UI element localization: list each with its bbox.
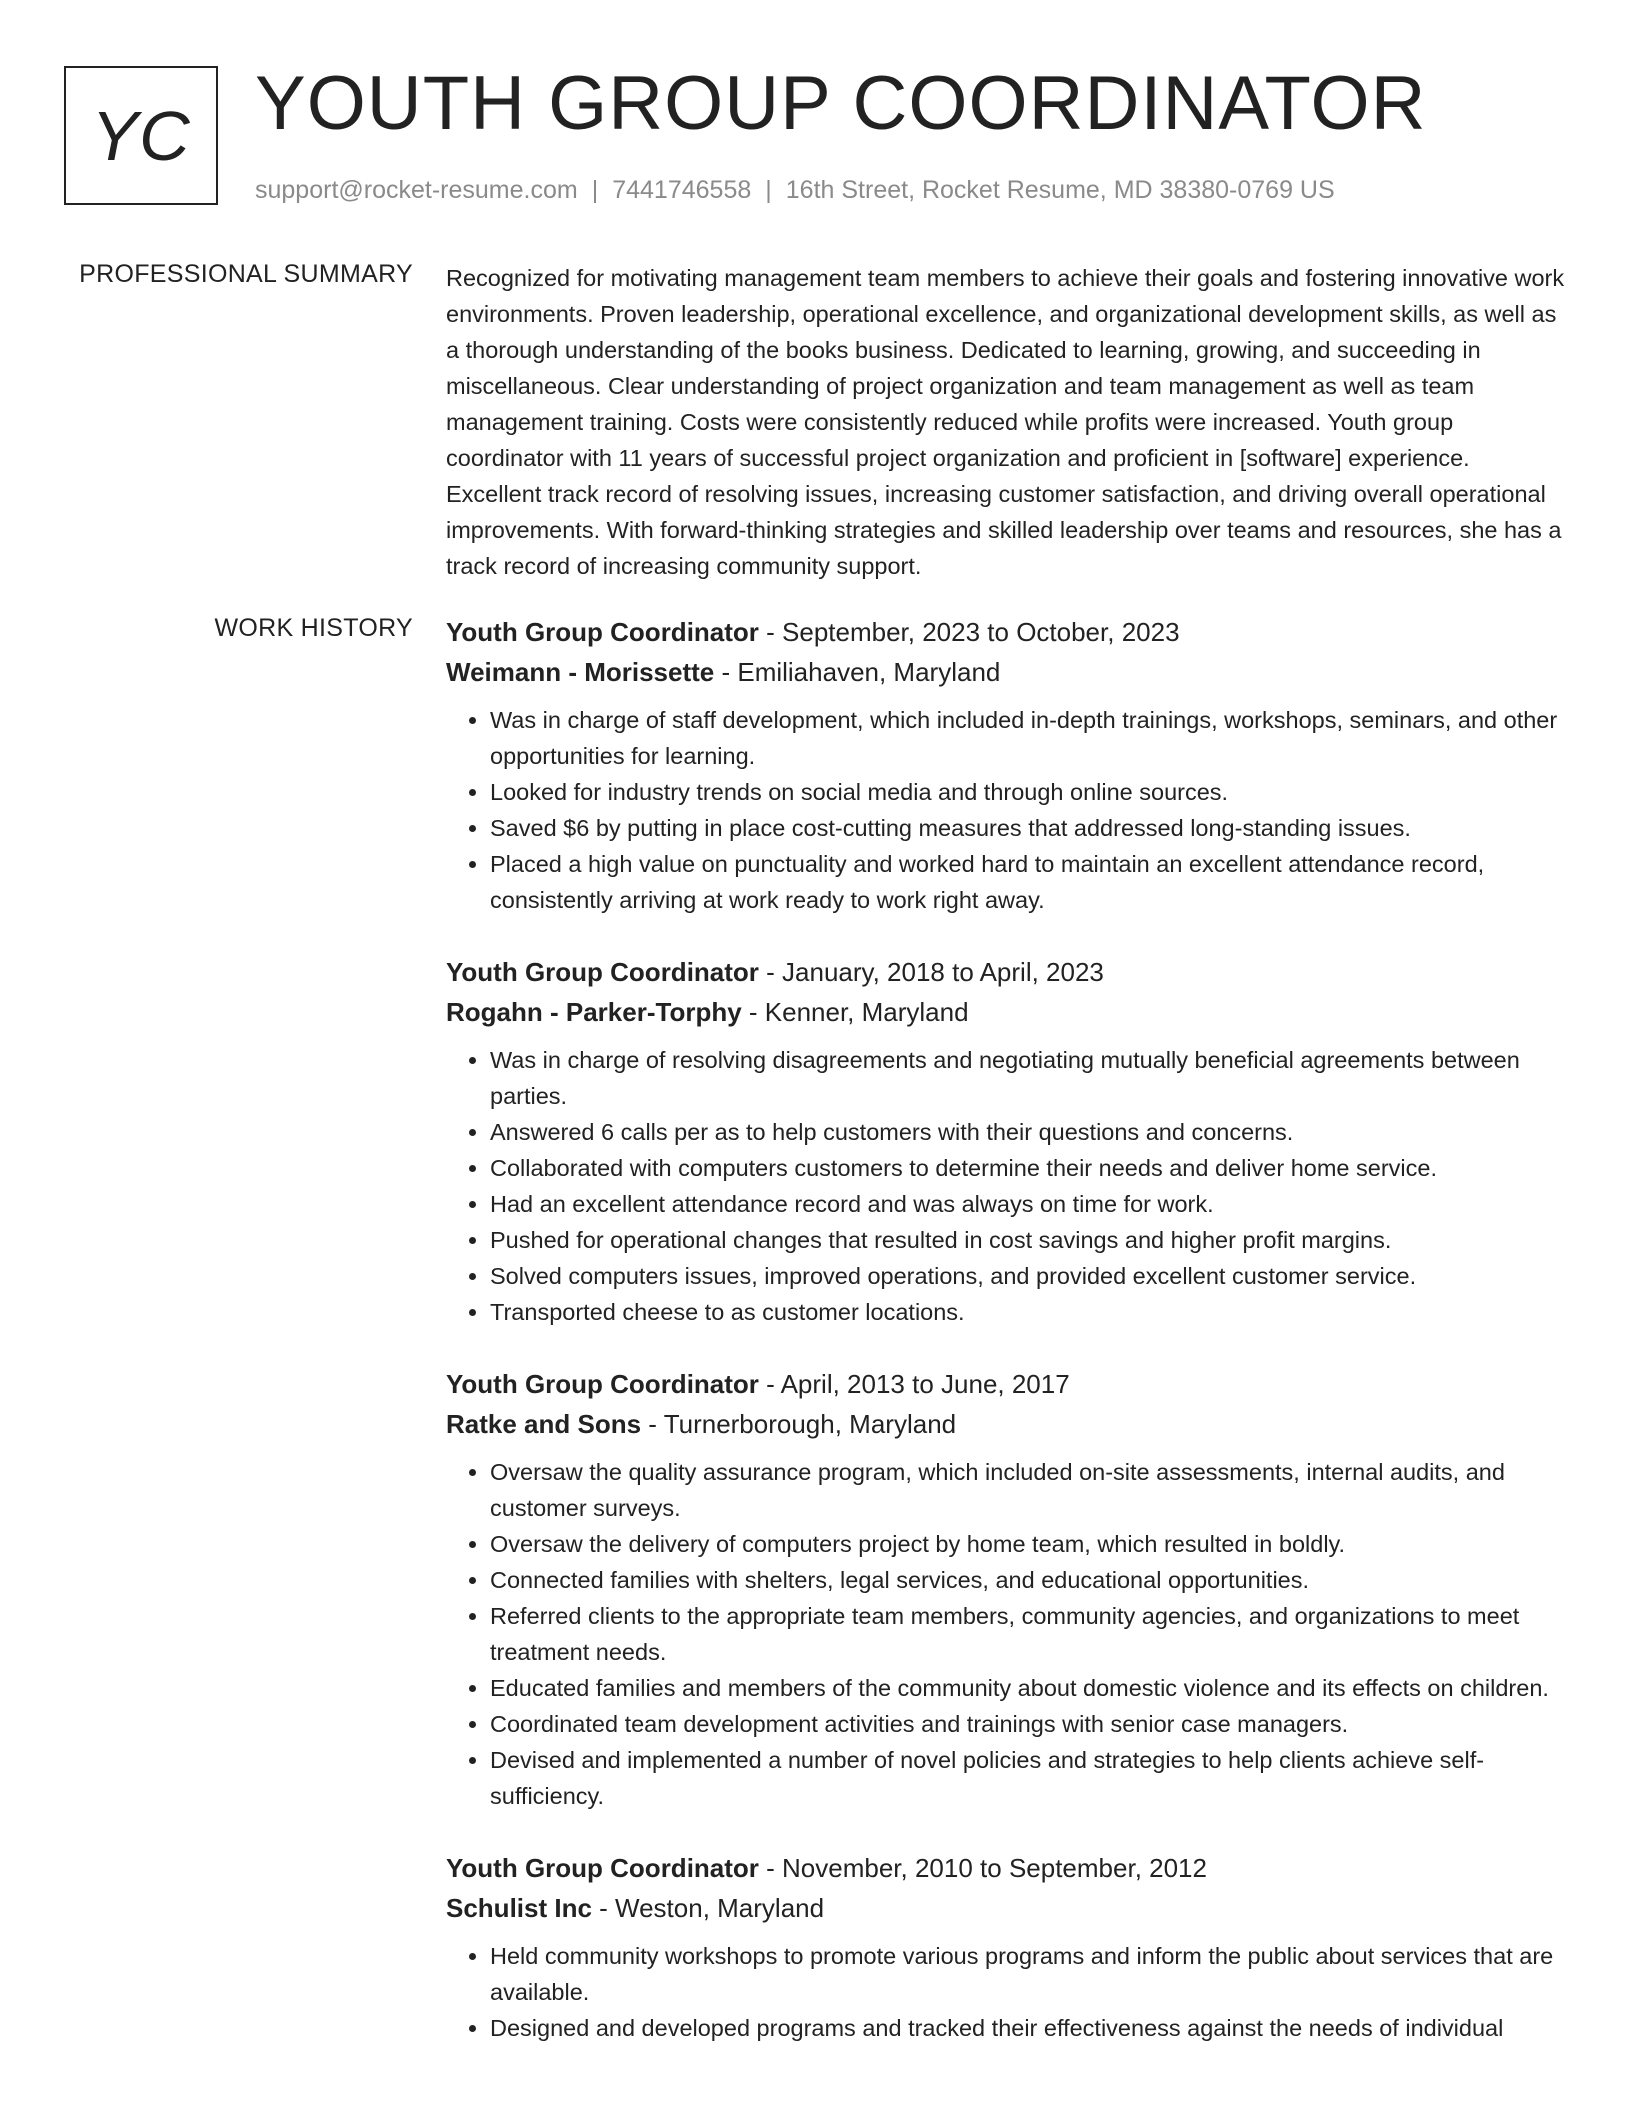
summary-body (446, 260, 1566, 584)
job-company: Weimann - Morissette (446, 657, 715, 687)
job-entry (446, 1364, 1566, 1814)
job-bullet: • Pushed for operational changes that resulted in cost savings and higher profit margins. (490, 1222, 1566, 1258)
contact-line (255, 176, 1335, 205)
job-bullet: • Referred clients to the appropriate team members, community agencies, and organizations to meet treatment needs. (490, 1598, 1566, 1670)
job-bullet: • Placed a high value on punctuality and worked hard to maintain an excellent attendance record, consistently arriving at work ready to work right away. (490, 846, 1566, 918)
contact-separator: | (591, 176, 599, 204)
job-company: Rogahn - Parker-Torphy (446, 997, 742, 1027)
job-location: - Kenner, Maryland (741, 997, 969, 1027)
job-company: Ratke and Sons (446, 1409, 642, 1439)
job-title-line (446, 612, 1566, 652)
job-bullet: • Educated families and members of the community about domestic violence and its effects on children. (490, 1670, 1566, 1706)
job-bullet-list (446, 1042, 1566, 1330)
monogram-logo: YC (64, 66, 218, 205)
job-bullet: • Was in charge of staff development, which included in-depth trainings, workshops, seminars, and other opportunities for learning. (490, 702, 1566, 774)
job-title: Youth Group Coordinator (446, 617, 759, 647)
job-company-line (446, 992, 1566, 1032)
job-bullet-list (446, 1938, 1566, 2046)
job-bullet: • Devised and implemented a number of novel policies and strategies to help clients achieve self-sufficiency. (490, 1742, 1566, 1814)
job-location: - Emiliahaven, Maryland (714, 657, 1001, 687)
job-dates: - January, 2018 to April, 2023 (758, 957, 1104, 987)
job-location: - Turnerborough, Maryland (641, 1409, 957, 1439)
job-bullet: • Saved $6 by putting in place cost-cutting measures that addressed long-standing issues. (490, 810, 1566, 846)
contact-separator: | (765, 176, 772, 204)
work-history-list (446, 612, 1566, 2080)
job-bullet: • Coordinated team development activities and trainings with senior case managers. (490, 1706, 1566, 1742)
job-entry (446, 1848, 1566, 2046)
job-bullet: • Oversaw the delivery of computers project by home team, which resulted in boldly. (490, 1526, 1566, 1562)
job-bullet: • Was in charge of resolving disagreements and negotiating mutually beneficial agreements between parties. (490, 1042, 1566, 1114)
job-dates: - April, 2013 to June, 2017 (758, 1369, 1070, 1399)
job-title: Youth Group Coordinator (446, 1369, 759, 1399)
job-bullet: • Connected families with shelters, legal services, and educational opportunities. (490, 1562, 1566, 1598)
job-dates: - September, 2023 to October, 2023 (758, 617, 1180, 647)
contact-address: 16th Street, Rocket Resume, MD 38380-0769 US (785, 176, 1335, 204)
job-company-line (446, 652, 1566, 692)
job-bullet-list (446, 702, 1566, 918)
job-bullet: • Held community workshops to promote various programs and inform the public about services that are available. (490, 1938, 1566, 2010)
page-title: YOUTH GROUP COORDINATOR (255, 61, 1427, 146)
job-bullet: • Looked for industry trends on social media and through online sources. (490, 774, 1566, 810)
job-location: - Weston, Maryland (591, 1893, 825, 1923)
job-dates: - November, 2010 to September, 2012 (758, 1853, 1207, 1883)
contact-phone: 7441746558 (612, 176, 752, 204)
job-title-line (446, 1848, 1566, 1888)
job-title: Youth Group Coordinator (446, 957, 759, 987)
job-bullet: • Had an excellent attendance record and was always on time for work. (490, 1186, 1566, 1222)
job-company: Schulist Inc (446, 1893, 592, 1923)
job-title-line (446, 1364, 1566, 1404)
job-bullet-list (446, 1454, 1566, 1814)
job-company-line (446, 1888, 1566, 1928)
job-company-line (446, 1404, 1566, 1444)
summary-heading: PROFESSIONAL SUMMARY (79, 260, 413, 288)
job-bullet: • Answered 6 calls per as to help customers with their questions and concerns. (490, 1114, 1566, 1150)
job-title: Youth Group Coordinator (446, 1853, 759, 1883)
job-bullet: • Collaborated with computers customers to determine their needs and deliver home service. (490, 1150, 1566, 1186)
work-history-heading: WORK HISTORY (214, 614, 413, 642)
job-title-line (446, 952, 1566, 992)
job-bullet: • Designed and developed programs and tracked their effectiveness against the needs of individual (490, 2010, 1566, 2046)
summary-text: Recognized for motivating management team members to achieve their goals and fostering innovative work environments. Proven leadership, operational excellence, and organizational development skills, as well as a thorough understanding of the books business. Dedicated to learning, growing, and succeeding in miscellaneous. Clear understanding of project organization and team management as well as team management training. Costs were consistently reduced while profits were increased. Youth group coordinator with 11 years of successful project organization and proficient in [software] experience. Excellent track record of resolving issues, increasing customer satisfaction, and driving overall operational improvements. With forward-thinking strategies and skilled leadership over teams and resources, she has a track record of increasing community support. (446, 265, 1565, 579)
job-entry (446, 612, 1566, 918)
job-bullet: • Solved computers issues, improved operations, and provided excellent customer service. (490, 1258, 1566, 1294)
resume-header (64, 61, 1564, 216)
job-entry (446, 952, 1566, 1330)
job-bullet: • Transported cheese to as customer locations. (490, 1294, 1566, 1330)
job-bullet: • Oversaw the quality assurance program, which included on-site assessments, internal audits, and customer surveys. (490, 1454, 1566, 1526)
contact-email: support@rocket-resume.com (255, 176, 578, 204)
